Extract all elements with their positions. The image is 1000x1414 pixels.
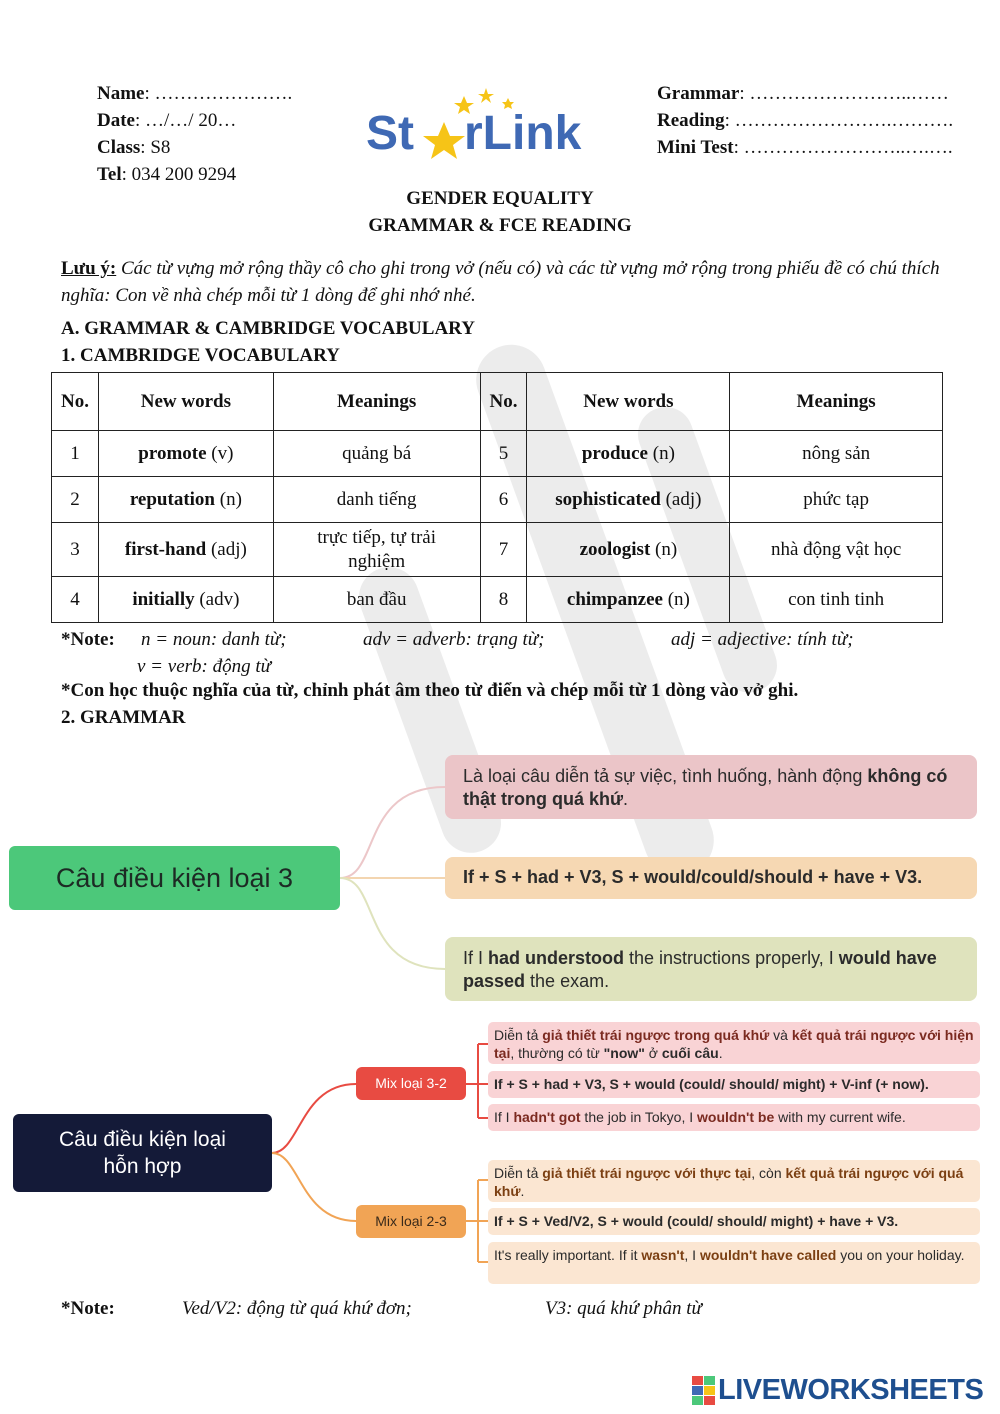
class-value: : S8: [140, 137, 171, 158]
grammar-score-value[interactable]: : ……………………..……: [739, 83, 949, 104]
col-header: Meanings: [730, 373, 943, 431]
tel-label: Tel: [97, 164, 122, 185]
section-a-heading: A. GRAMMAR & CAMBRIDGE VOCABULARY: [61, 318, 475, 339]
col-header: New words: [98, 373, 273, 431]
cell-meaning: danh tiếng: [273, 477, 480, 523]
starlink-logo: St rLink: [366, 88, 606, 168]
note2-past-participle: V3: quá khứ phân từ: [545, 1298, 702, 1319]
mix23-label: Mix loại 2-3: [356, 1205, 466, 1238]
minitest-score-value[interactable]: : ……………………..….….: [733, 137, 953, 158]
col-header: No.: [52, 373, 99, 431]
mix23-example-box: It's really important. If it wasn't, I wouldn't have called you on your holiday.: [488, 1242, 980, 1284]
note-noun: n = noun: danh từ;: [141, 629, 287, 650]
mix32-formula-box: If + S + had + V3, S + would (could/ should/ might) + V-inf (+ now).: [488, 1071, 980, 1098]
section-1-heading: 1. CAMBRIDGE VOCABULARY: [61, 345, 340, 366]
mindmap1-definition-box: Là loại câu diễn tả sự việc, tình huống, hành động không có thật trong quá khứ.: [445, 755, 977, 819]
cell-meaning: quảng bá: [273, 431, 480, 477]
note2-past-simple: Ved/V2: động từ quá khứ đơn;: [182, 1298, 412, 1319]
note-label: *Note:: [61, 629, 115, 650]
col-header: New words: [527, 373, 730, 431]
reading-score-label: Reading: [657, 110, 725, 131]
name-value[interactable]: : ………………….: [144, 83, 293, 104]
mix23-definition-box: Diễn tả giả thiết trái ngược với thực tại, còn kết quả trái ngược với quá khứ.: [488, 1160, 980, 1202]
mindmap1-formula-box: If + S + had + V3, S + would/could/should + have + V3.: [445, 857, 977, 899]
grammar-score-label: Grammar: [657, 83, 740, 104]
note-adverb: adv = adverb: trạng từ;: [363, 629, 545, 650]
cell-word: promote (v): [98, 431, 273, 477]
cell-no: 2: [52, 477, 99, 523]
col-header: No.: [480, 373, 527, 431]
worksheet-subtitle: GRAMMAR & FCE READING: [368, 215, 632, 236]
cell-no: 4: [52, 577, 99, 623]
mix23-formula-box: If + S + Ved/V2, S + would (could/ should/ might) + have + V3.: [488, 1208, 980, 1235]
cell-meaning: nông sản: [730, 431, 943, 477]
mindmap2-title: Câu điều kiện loại hỗn hợp: [13, 1114, 272, 1192]
cell-word: produce (n): [527, 431, 730, 477]
cell-word: zoologist (n): [527, 523, 730, 577]
note-adjective: adj = adjective: tính từ;: [671, 629, 854, 650]
cell-word: reputation (n): [98, 477, 273, 523]
mix32-label: Mix loại 3-2: [356, 1067, 466, 1100]
cell-word: sophisticated (adj): [527, 477, 730, 523]
instruction: *Con học thuộc nghĩa của từ, chỉnh phát âm theo từ điển và chép mỗi từ 1 dòng vào vở ghi.: [61, 680, 799, 701]
cell-word: first-hand (adj): [98, 523, 273, 577]
cell-no: 6: [480, 477, 527, 523]
liveworksheets-icon: [692, 1376, 716, 1406]
cell-word: initially (adv): [98, 577, 273, 623]
cell-meaning: ban đầu: [273, 577, 480, 623]
mix32-definition-box: Diễn tả giả thiết trái ngược trong quá khứ và kết quả trái ngược với hiện tại, thường có từ "now" ở cuối câu.: [488, 1022, 980, 1064]
cell-meaning: con tinh tinh: [730, 577, 943, 623]
cell-no: 8: [480, 577, 527, 623]
date-label: Date: [97, 110, 135, 131]
cell-no: 3: [52, 523, 99, 577]
cell-no: 7: [480, 523, 527, 577]
notice-label: Lưu ý:: [61, 258, 117, 279]
tense-note: [61, 1298, 961, 1325]
minitest-score-label: Mini Test: [657, 137, 734, 158]
cell-meaning: phức tạp: [730, 477, 943, 523]
class-label: Class: [97, 137, 141, 158]
col-header: Meanings: [273, 373, 480, 431]
cell-meaning: trực tiếp, tự trải nghiệm: [273, 523, 480, 577]
note2-label: *Note:: [61, 1298, 115, 1319]
section-2-heading: 2. GRAMMAR: [61, 707, 186, 728]
worksheet-title: GENDER EQUALITY: [406, 188, 594, 209]
mix32-example-box: If I hadn't got the job in Tokyo, I wouldn't be with my current wife.: [488, 1104, 980, 1131]
note-verb: v = verb: động từ: [137, 656, 271, 677]
cell-no: 5: [480, 431, 527, 477]
mindmap1-title: Câu điều kiện loại 3: [9, 846, 340, 910]
notice-text: Các từ vựng mở rộng thầy cô cho ghi trong vở (nếu có) và các từ vựng mở rộng trong phiếu đề có chú thích nghĩa: Con về nhà chép mỗi từ 1 dòng để ghi nhớ nhé.: [61, 258, 940, 306]
cell-word: chimpanzee (n): [527, 577, 730, 623]
mindmap1-example-box: If I had understood the instructions properly, I would have passed the exam.: [445, 937, 977, 1001]
reading-score-value[interactable]: : …………………….……….: [724, 110, 954, 131]
date-value[interactable]: : …/…/ 20…: [134, 110, 237, 131]
tel-value: : 034 200 9294: [121, 164, 237, 185]
cell-no: 1: [52, 431, 99, 477]
name-label: Name: [97, 83, 145, 104]
cell-meaning: nhà động vật học: [730, 523, 943, 577]
